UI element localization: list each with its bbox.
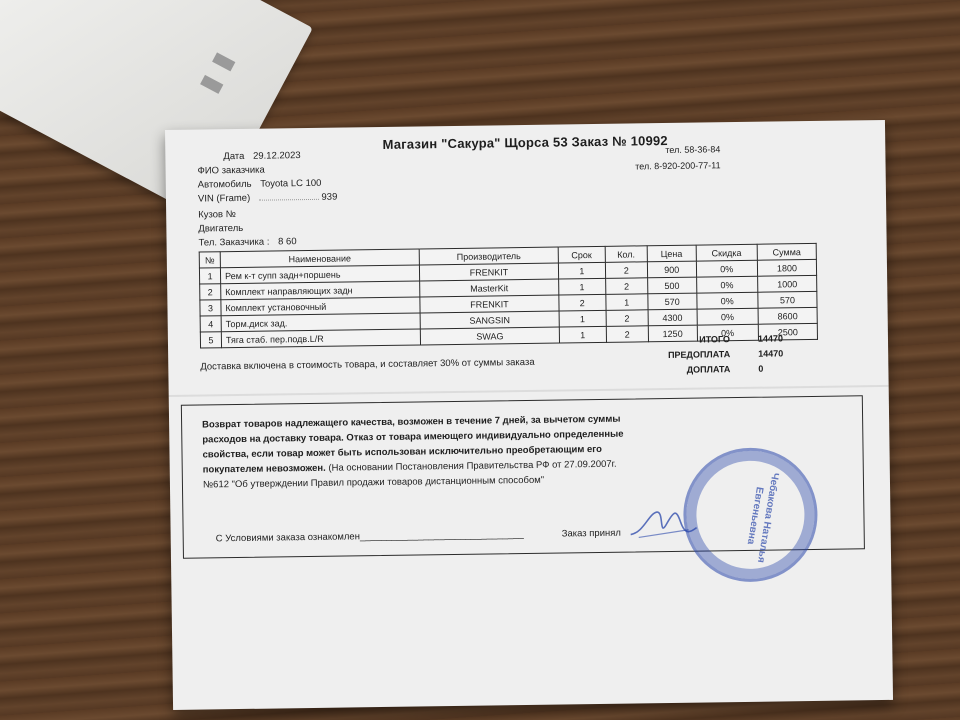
return-policy-text	[202, 411, 643, 492]
field-label: Дата	[223, 150, 245, 163]
prepayment-label: ПРЕДОПЛАТА	[667, 349, 731, 360]
cell-name: Торм.диск зад.	[221, 313, 420, 332]
total-row	[668, 333, 788, 350]
cell-sum: 1000	[758, 275, 817, 292]
cell-number: 3	[200, 300, 221, 316]
header-price: Цена	[647, 245, 696, 262]
field-label: VIN (Frame)	[197, 192, 251, 205]
cell-name: Тяга стаб. пер.подв.L/R	[221, 329, 420, 348]
cell-term: 1	[559, 326, 606, 343]
total-label: ИТОГО	[699, 334, 731, 345]
prepayment-row	[668, 348, 788, 365]
field-label: Автомобиль	[197, 178, 252, 191]
phone-2: тел. 8-920-200-77-11	[635, 160, 721, 172]
field-label: Тел. Заказчика :	[198, 236, 270, 249]
field-date	[223, 150, 300, 162]
company-stamp-icon	[674, 438, 828, 592]
cell-discount: 0%	[697, 308, 759, 325]
cell-manufacturer: MasterKit	[420, 279, 559, 297]
cell-price: 1250	[648, 325, 697, 342]
header-sum: Сумма	[757, 243, 816, 260]
header-term: Срок	[558, 246, 605, 263]
field-car	[198, 178, 322, 191]
totals-block	[668, 333, 789, 380]
prepayment-value: 14470	[758, 348, 784, 359]
cell-name: Рем к-т супп задн+поршень	[220, 265, 419, 284]
cell-price: 4300	[648, 309, 697, 326]
order-receipt	[165, 120, 893, 710]
return-policy-reference: (На основании Постановления Правительства РФ от 27.09.2007г. №612 "Об утверждении Правил продажи товаров дистанционным способом"	[202, 458, 617, 491]
total-value: 14470	[757, 333, 784, 344]
cell-discount: 0%	[696, 292, 758, 309]
cell-term: 1	[559, 278, 606, 295]
field-vin	[198, 192, 338, 205]
field-value: Toyota LC 100	[260, 177, 322, 190]
cell-manufacturer: SWAG	[420, 327, 559, 345]
field-label: Кузов №	[198, 209, 236, 221]
cell-term: 2	[559, 294, 606, 311]
field-value: 939	[321, 191, 338, 203]
delivery-note: Доставка включена в стоимость товара, и составляет 30% от суммы заказа	[200, 356, 535, 373]
header-number: №	[199, 252, 220, 268]
header-manufacturer: Производитель	[419, 247, 558, 265]
return-policy-bold: Возврат товаров надлежащего качества, возможен в течение 7 дней, за вычетом суммы расходов на доставку товара. Отказ от товара имеющего индивидуально определенные свойства, если товар может быть использован исключительно преобретающим его покупателем невозможен.	[202, 413, 624, 476]
receipt-title: Магазин "Сакура" Щорса 53 Заказ № 10992	[382, 132, 668, 152]
cell-manufacturer: FRENKIT	[419, 263, 558, 281]
cell-sum: 1800	[757, 259, 816, 276]
field-value: 8 60	[277, 236, 297, 248]
field-engine	[198, 223, 249, 235]
cell-manufacturer: SANGSIN	[420, 311, 559, 329]
cell-name: Комплект установочный	[221, 297, 420, 316]
cell-sum: 2500	[758, 323, 817, 340]
field-label: Двигатель	[198, 222, 244, 235]
cell-quantity: 2	[605, 262, 648, 279]
cell-quantity: 2	[605, 278, 648, 295]
cell-term: 1	[559, 310, 606, 327]
header-discount: Скидка	[696, 244, 758, 261]
cell-sum: 570	[758, 291, 817, 308]
cell-discount: 0%	[697, 324, 759, 341]
cell-price: 570	[648, 293, 697, 310]
scrap-printed-mark-icon: ▮ ▮	[196, 49, 243, 101]
cell-discount: 0%	[696, 260, 758, 277]
cell-sum: 8600	[758, 307, 817, 324]
cell-number: 2	[200, 284, 221, 300]
field-body-number	[198, 209, 242, 221]
cell-discount: 0%	[696, 276, 758, 293]
field-value: 29.12.2023	[252, 150, 301, 162]
order-accepted-label: Заказ принял	[561, 527, 621, 540]
terms-box	[181, 395, 865, 564]
cell-term: 1	[558, 262, 605, 279]
field-customer-name	[197, 165, 270, 177]
surcharge-value: 0	[758, 363, 764, 374]
cell-number: 4	[200, 316, 221, 332]
paper-fold-line	[169, 385, 889, 397]
phone-1: тел. 58-36-84	[665, 144, 721, 156]
cell-number: 1	[199, 268, 220, 284]
cell-price: 900	[647, 261, 696, 278]
cell-quantity: 1	[605, 294, 648, 311]
cell-number: 5	[200, 332, 221, 348]
surcharge-row	[668, 363, 788, 380]
header-name: Наименование	[220, 249, 419, 268]
stamp-text: Чебакова Наталья Евгеньевна	[744, 471, 781, 564]
cell-quantity: 2	[606, 310, 649, 327]
field-label: ФИО заказчика	[197, 164, 265, 177]
customer-acknowledgement: С Условиями заказа ознакомлен_______________________________	[215, 529, 524, 545]
cell-quantity: 2	[606, 326, 649, 343]
cell-name: Комплект направляющих задн	[221, 281, 420, 300]
field-customer-phone	[199, 236, 297, 248]
items-table	[199, 243, 818, 349]
cell-manufacturer: FRENKIT	[420, 295, 559, 313]
cell-price: 500	[648, 277, 697, 294]
header-quantity: Кол.	[605, 246, 648, 263]
surcharge-label: ДОПЛАТА	[686, 364, 731, 375]
